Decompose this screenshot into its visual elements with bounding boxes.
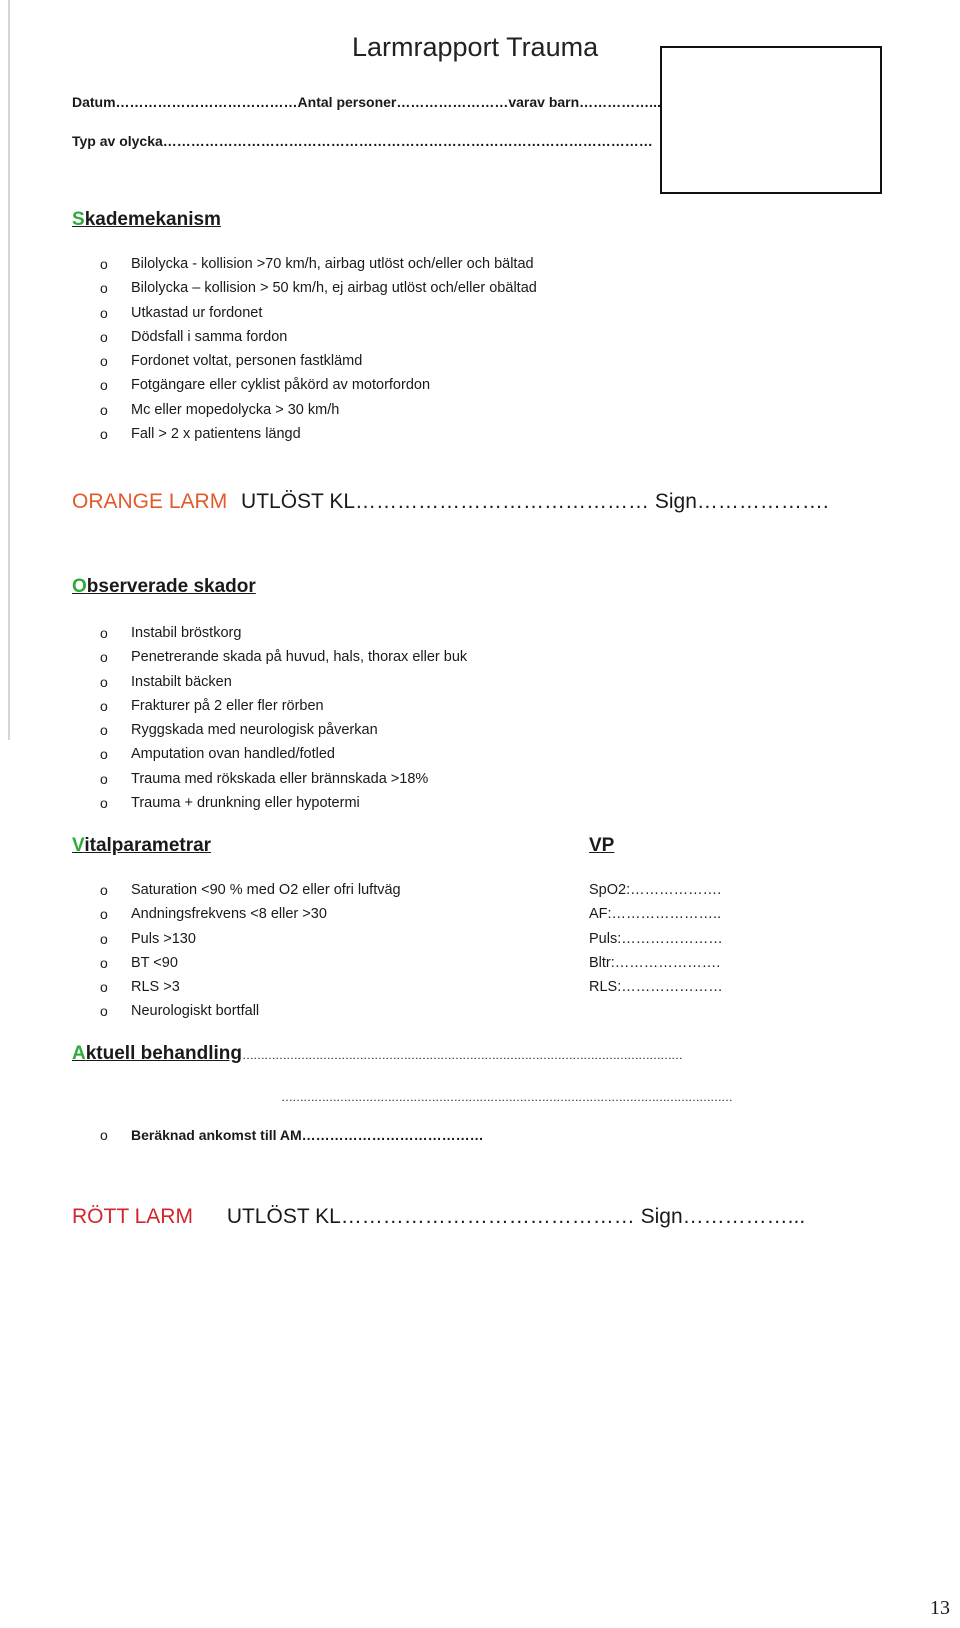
list-item[interactable]: o Saturation <90 % med O2 eller ofri luftväg [100,878,401,902]
vp-heading: VP [589,835,615,856]
checkbox-bullet[interactable]: o [100,979,108,996]
checkbox-bullet[interactable]: o [100,649,108,666]
aktuell-behandling-field[interactable]: ………………………………………………………………………………………………………… [241,1048,682,1062]
list-item[interactable]: o Fotgängare eller cyklist påkörd av motorfordon [100,373,537,397]
checkbox-bullet[interactable]: o [100,954,108,971]
orange-larm-line [72,490,829,514]
aktuell-heading [72,1043,242,1064]
vp-field-rls[interactable]: RLS:………………… [589,979,723,996]
checkbox-bullet[interactable]: o [100,1003,108,1020]
checkbox-bullet[interactable]: o [100,1127,108,1143]
checkbox-bullet[interactable]: o [100,697,108,714]
skademekanism-heading-initial: S [72,209,85,230]
list-item[interactable]: o Mc eller mopedolycka > 30 km/h [100,398,537,422]
checkbox-bullet[interactable]: o [100,353,108,370]
list-item[interactable]: o Trauma med rökskada eller brännskada >18% [100,767,467,791]
checkbox-bullet[interactable]: o [100,625,108,641]
list-item[interactable]: o Andningsfrekvens <8 eller >30 [100,902,401,926]
page-title: Larmrapport Trauma [352,32,599,62]
rott-larm-fields[interactable]: UTLÖST KL…………………………………… Sign……………... [226,1205,806,1228]
vital-list [100,878,401,1024]
list-item[interactable]: o Instabilt bäcken [100,670,467,694]
checkbox-bullet[interactable]: o [100,304,108,321]
checkbox-bullet[interactable]: o [100,930,108,947]
checkbox-bullet[interactable]: o [100,795,108,812]
vitalparametrar-heading-initial: V [72,835,85,856]
list-item[interactable]: o Amputation ovan handled/fotled [100,742,467,766]
observerade-heading-initial: O [72,576,87,597]
list-item[interactable]: o Instabil bröstkorg [100,621,467,645]
orange-larm-label: ORANGE LARM [72,490,228,513]
vitalparametrar-heading-text: italparametrar [84,835,212,856]
checkbox-bullet[interactable]: o [100,426,108,443]
list-item[interactable]: o Dödsfall i samma fordon [100,325,537,349]
vp-field-puls[interactable]: Puls:………………… [589,930,723,947]
patient-label-box [660,46,882,194]
vp-list [589,878,723,999]
aktuell-behandling-field-2[interactable]: …………………………………………………………………………………………………………… [281,1090,732,1104]
list-item[interactable]: o Fordonet voltat, personen fastklämd [100,349,537,373]
list-item[interactable]: o Frakturer på 2 eller fler rörben [100,694,467,718]
list-item[interactable]: o Penetrerande skada på huvud, hals, thorax eller buk [100,645,467,669]
skademekanism-heading-text: kademekanism [84,209,221,230]
checkbox-bullet[interactable]: o [100,328,108,345]
checkbox-bullet[interactable]: o [100,377,108,394]
vp-field-spo2[interactable]: SpO2:………………. [589,882,722,898]
vp-field-bltr[interactable]: Bltr:…………………. [589,954,721,971]
list-item[interactable]: o Utkastad ur fordonet [100,301,537,325]
ankomst-field[interactable]: Beräknad ankomst till AM………………………………… [131,1127,484,1143]
checkbox-bullet[interactable]: o [100,882,108,898]
list-item[interactable]: o Puls >130 [100,927,401,951]
olyckstyp-field[interactable]: Typ av olycka…………………………………………………………………………………………… [72,133,653,149]
checkbox-bullet[interactable]: o [100,770,108,787]
aktuell-behandling-line [72,1043,682,1065]
list-item[interactable]: o Trauma + drunkning eller hypotermi [100,791,467,815]
ankomst-row[interactable] [100,1127,484,1145]
list-item[interactable]: o RLS >3 [100,975,401,999]
checkbox-bullet[interactable]: o [100,401,108,418]
page-number: 13 [930,1597,950,1619]
list-item[interactable]: o Ryggskada med neurologisk påverkan [100,718,467,742]
datum-field[interactable]: Datum…………………………………Antal personer……………………varav barn……………... [72,94,661,110]
observerade-list [100,621,467,815]
aktuell-heading-initial: A [72,1043,86,1064]
list-item[interactable]: o BT <90 [100,951,401,975]
scan-edge-line [8,0,10,740]
checkbox-bullet[interactable]: o [100,256,108,272]
checkbox-bullet[interactable]: o [100,673,108,690]
list-item[interactable]: o Neurologiskt bortfall [100,999,401,1023]
vitalparametrar-heading [72,835,211,857]
checkbox-bullet[interactable]: o [100,906,108,923]
checkbox-bullet[interactable]: o [100,722,108,739]
aktuell-heading-text: ktuell behandling [85,1043,242,1064]
list-item[interactable]: o Fall > 2 x patientens längd [100,422,537,446]
orange-larm-fields[interactable]: UTLÖST KL…………………………………… Sign………………. [241,490,829,513]
observerade-heading-text: bserverade skador [86,576,256,597]
list-item[interactable]: o Bilolycka - kollision >70 km/h, airbag utlöst och/eller och bältad [100,252,537,276]
checkbox-bullet[interactable]: o [100,280,108,297]
rott-larm-label: RÖTT LARM [72,1205,193,1228]
checkbox-bullet[interactable]: o [100,746,108,763]
skademekanism-heading [72,209,221,231]
list-item[interactable]: o Bilolycka – kollision > 50 km/h, ej airbag utlöst och/eller obältad [100,276,537,300]
observerade-heading [72,576,256,598]
vp-field-af[interactable]: AF:………………….. [589,906,722,923]
skademekanism-list [100,252,537,446]
rott-larm-line [72,1205,805,1229]
